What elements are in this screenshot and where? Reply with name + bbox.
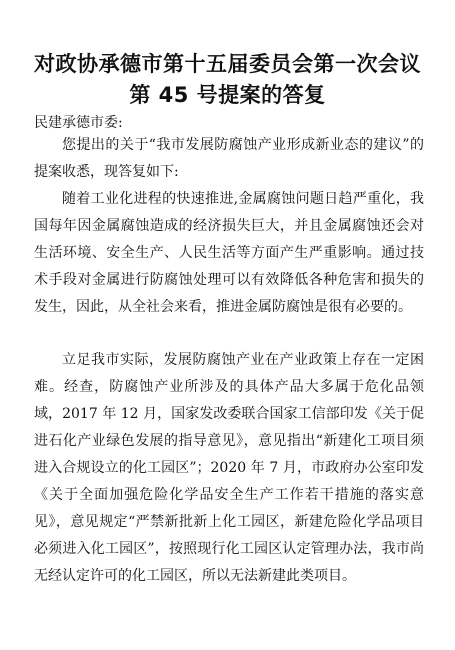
salutation: 民建承德市委: (34, 115, 123, 131)
paragraph-policy-constraints: 立足我市实际，发展防腐蚀产业在产业政策上存在一定困难。经查，防腐蚀产业所涉及的具体产品大多属于危化品领域，2017 年 12 月，国家发改委联合国家工信部印发《关于促进石化产业绿色发展的指导意见》，意见指出“新建化工项目须进入合规设立的化工园区”；2020 年 7 月，市政府办公室印发《关于全面加强危险化学品安全生产工作若干措施的落实意见》，意见规定“严禁新批新上化工园区，新建危险化学品项目必须进入化工园区”，按照现行化工园区认定管理办法，我市尚无经认定许可的化工园区，所以无法新建此类项目。 (34, 352, 424, 584)
paragraph-acknowledgement: 您提出的关于“我市发展防腐蚀产业形成新业态的建议”的提案收悉，现答复如下: (34, 137, 424, 180)
document-title-line-2: 第 45 号提案的答复 (129, 83, 326, 107)
document-title-line-1: 对政协承德市第十五届委员会第一次会议 (34, 52, 421, 76)
paragraph-background: 随着工业化进程的快速推进,金属腐蚀问题日趋严重化，我国每年因金属腐蚀造成的经济损失巨大，并且金属腐蚀还会对生活环境、安全生产、人民生活等方面产生严重影响。通过技术手段对金属进行防腐蚀处理可以有效降低各种危害和损失的发生，因此，从全社会来看，推进金属防腐蚀是很有必要的。 (34, 191, 424, 315)
